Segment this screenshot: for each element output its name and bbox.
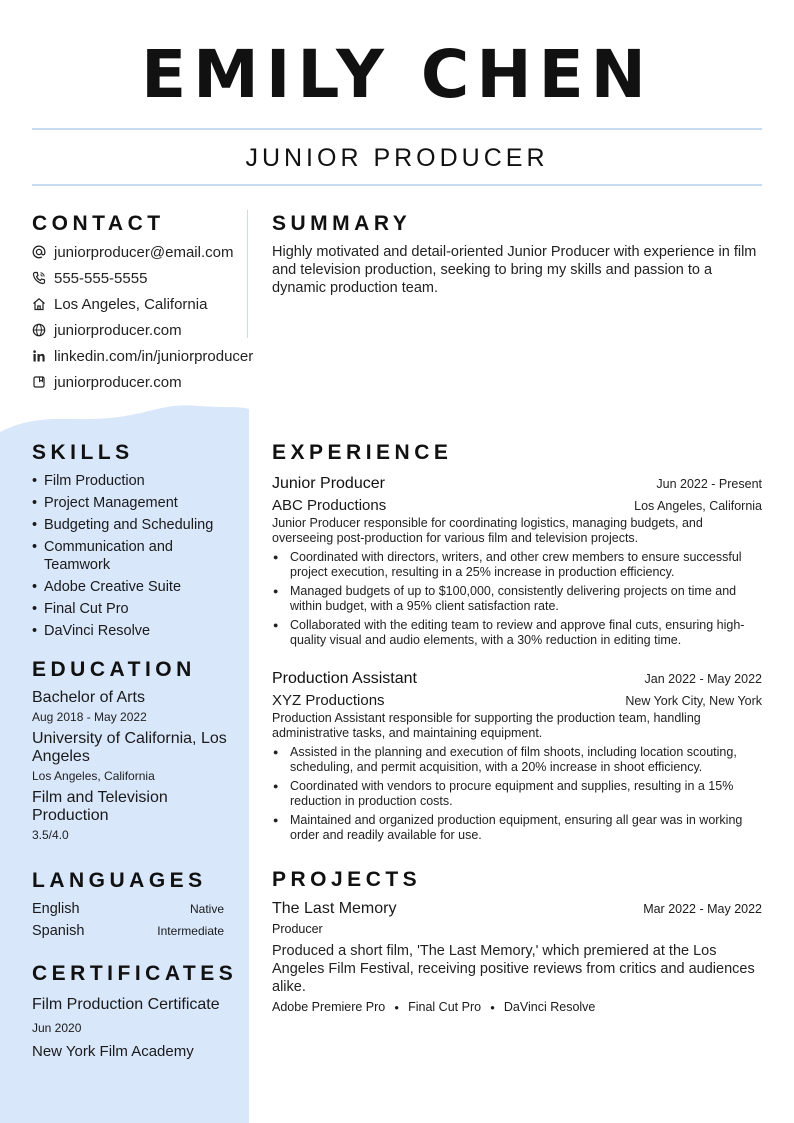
contact-website-text: juniorproducer.com <box>54 321 182 339</box>
project-tool: Final Cut Pro <box>408 1000 482 1014</box>
contact-phone[interactable] <box>32 267 147 289</box>
project-description: Produced a short film, 'The Last Memory,' which premiered at the Los Angeles Film Festival, receiving positive reviews from critics and audiences alike. <box>272 943 755 995</box>
job-title: Production Assistant <box>272 670 417 687</box>
languages-heading: LANGUAGES <box>32 869 207 892</box>
language-name: Spanish <box>32 923 85 939</box>
certificate-name: Film Production Certificate <box>32 996 220 1013</box>
globe-icon <box>32 323 46 337</box>
job-company: ABC Productions <box>272 497 387 514</box>
job-location: New York City, New York <box>625 694 762 708</box>
skills-heading: SKILLS <box>32 441 134 464</box>
summary-text: Highly motivated and detail-oriented Junior Producer with experience in film and television production, seeking to bring my skills and passion to a dynamic production team. <box>272 244 757 296</box>
skill-item: • DaVinci Resolve <box>32 622 237 640</box>
education-entry <box>32 689 237 848</box>
contact-linkedin-text: linkedin.com/in/juniorproducer <box>54 347 254 365</box>
skills-list <box>32 472 237 644</box>
summary-heading: SUMMARY <box>272 212 412 235</box>
contact-location <box>32 293 207 315</box>
language-level: Native <box>189 902 224 916</box>
job-bullets <box>272 745 762 843</box>
education-field: Film and Television Production <box>32 789 168 824</box>
contact-portfolio[interactable] <box>32 371 182 393</box>
job-bullet: ● Maintained and organized production equipment, ensuring all gear was in working order and readily available for use. <box>272 813 762 843</box>
skill-item: • Budgeting and Scheduling <box>32 516 237 534</box>
skill-item: • Communication and Teamwork <box>32 538 237 574</box>
skill-item: • Film Production <box>32 472 237 490</box>
skill-item: • Adobe Creative Suite <box>32 578 237 596</box>
language-name: English <box>32 901 80 917</box>
language-row <box>32 923 224 939</box>
skill-item: • Final Cut Pro <box>32 600 237 618</box>
header-divider-bottom <box>32 184 762 186</box>
project-tool: DaVinci Resolve <box>503 1000 596 1014</box>
certificate-date: Jun 2020 <box>32 1021 82 1035</box>
skill-item: • Project Management <box>32 494 237 512</box>
header-divider-top <box>32 128 762 130</box>
contact-email-text: juniorproducer@email.com <box>54 243 234 261</box>
separator-dot-icon: ● <box>490 1002 495 1012</box>
certificate-issuer: New York Film Academy <box>32 1043 194 1060</box>
job-dates: Jun 2022 - Present <box>656 477 762 491</box>
education-location: Los Angeles, California <box>32 769 155 783</box>
job-location: Los Angeles, California <box>634 499 762 513</box>
linkedin-icon <box>32 349 46 363</box>
certificates-heading: CERTIFICATES <box>32 962 238 985</box>
phone-icon <box>32 271 46 285</box>
resume-name: EMILY CHEN <box>141 36 653 113</box>
job-bullet: ● Coordinated with directors, writers, and other crew members to ensure successful project execution, resulting in a 25% increase in production efficiency. <box>272 550 762 580</box>
contact-website[interactable] <box>32 319 182 341</box>
job-company: XYZ Productions <box>272 692 385 709</box>
job-description: Junior Producer responsible for coordinating logistics, managing budgets, and overseeing post-production for various film and television projects. <box>272 516 703 545</box>
separator-dot-icon: ● <box>394 1002 400 1012</box>
job-bullet: ● Coordinated with vendors to procure equipment and supplies, resulting in a 15% reduction in production costs. <box>272 779 762 809</box>
education-dates: Aug 2018 - May 2022 <box>32 710 147 724</box>
home-icon <box>32 297 46 311</box>
project-title: The Last Memory <box>272 900 397 917</box>
resume-title: JUNIOR PRODUCER <box>245 144 549 172</box>
experience-entry <box>272 669 762 847</box>
contact-phone-text: 555-555-5555 <box>54 269 148 287</box>
contact-location-text: Los Angeles, California <box>54 295 208 313</box>
job-bullet: ● Collaborated with the editing team to review and approve final cuts, ensuring high-quality visual and audio elements, with a 30% reduction in editing time. <box>272 618 762 648</box>
contact-heading: CONTACT <box>32 212 165 235</box>
language-row <box>32 901 224 917</box>
language-level: Intermediate <box>157 924 224 938</box>
experience-heading: EXPERIENCE <box>272 441 453 464</box>
contact-email[interactable] <box>32 241 233 263</box>
certificate-entry <box>32 994 237 1062</box>
project-entry <box>272 898 762 1014</box>
project-tool: Adobe Premiere Pro <box>272 1000 386 1014</box>
job-title: Junior Producer <box>272 475 385 492</box>
education-gpa: 3.5/4.0 <box>32 828 69 842</box>
job-bullet: ● Managed budgets of up to $100,000, consistently delivering projects on time and within budget, with a 95% client satisfaction rate. <box>272 584 762 614</box>
project-dates: Mar 2022 - May 2022 <box>643 902 762 916</box>
project-role: Producer <box>272 922 323 936</box>
at-icon <box>32 245 46 259</box>
project-tools <box>272 1000 762 1014</box>
projects-heading: PROJECTS <box>272 868 422 891</box>
experience-entry <box>272 474 762 652</box>
portfolio-icon <box>32 375 46 389</box>
job-bullets <box>272 550 762 648</box>
education-school: University of California, Los Angeles <box>32 730 227 765</box>
contact-portfolio-text: juniorproducer.com <box>54 373 182 391</box>
job-bullet: ● Assisted in the planning and execution of film shoots, including location scouting, scheduling, and permit acquisition, with a 20% increase in shoot efficiency. <box>272 745 762 775</box>
education-degree: Bachelor of Arts <box>32 689 145 706</box>
contact-linkedin[interactable] <box>32 345 253 367</box>
contact-divider <box>247 210 248 338</box>
education-heading: EDUCATION <box>32 658 196 681</box>
job-description: Production Assistant responsible for supporting the production team, handling administrative tasks, and maintaining equipment. <box>272 711 701 740</box>
job-dates: Jan 2022 - May 2022 <box>644 672 762 686</box>
